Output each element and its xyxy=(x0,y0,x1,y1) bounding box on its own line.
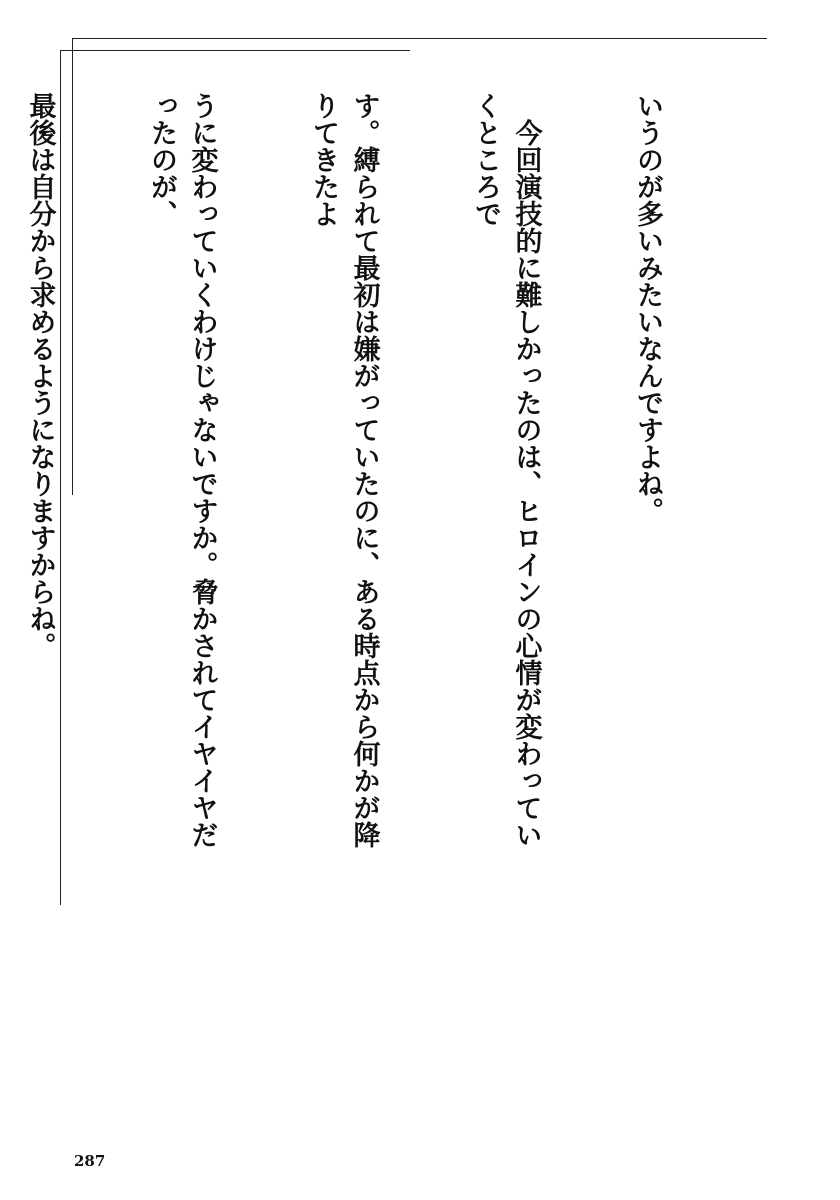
page-number: 287 xyxy=(74,1152,106,1170)
text-line: うに変わっていくわけじゃないですか。脅かされてイヤイヤだったのが、 xyxy=(146,92,218,848)
text-line: す。縛られて最初は嫌がっていたのに、ある時点から何かが降りてきたよ xyxy=(308,92,380,848)
text-line: 今回演技的に難しかったのは、ヒロインの心情が変わっていくところで xyxy=(470,92,542,848)
frame-rule-top-long xyxy=(72,38,767,39)
frame-rule-top-short xyxy=(60,50,410,51)
vertical-text-block xyxy=(24,92,748,852)
text-line: 最後は自分から求めるようになりますからね。 xyxy=(24,92,56,659)
text-line: いうのが多いみたいなんですよね。 xyxy=(632,92,663,524)
